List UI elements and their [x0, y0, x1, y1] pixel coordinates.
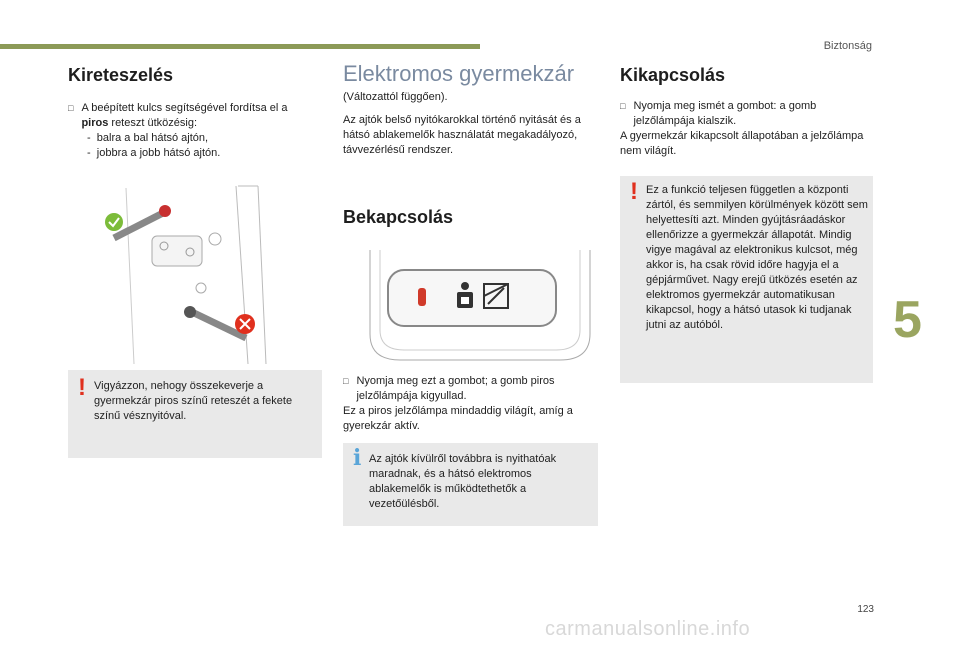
list-item: □ Nyomja meg ezt a gombot; a gomb piros jelzőlámpája kigyullad. — [343, 375, 555, 402]
paragraph: Az ajtók belső nyitókarokkal történő nyitását és a hátsó ablakemelők használatát megakadályozó, távvezérlésű rendszer. — [343, 114, 581, 156]
activation-text — [343, 374, 601, 434]
info-icon: i — [353, 445, 362, 471]
warning-text: Ez a funkció teljesen független a központi zártól, és semmilyen körülmények között sem helyettesíti azt. Minden gyújtásráadáskor ellenőrizze a gyermekzár állapotát. Mindig vigye magával az elektronikus kulcsot, még akkor is, ha csak rövid időre hagyja el a gépjárművet. Nagy erejű ütközés esetén az elektromos gyermekzár automatikusan kikapcsol, hogy a hátsó utasok ki tudjanak jutni az autóból. — [646, 184, 868, 331]
exclamation-icon: ! — [78, 374, 86, 401]
section-name: Biztonság — [823, 40, 872, 52]
child-lock-button-illustration — [368, 248, 592, 368]
check-icon — [105, 213, 123, 231]
warning-box — [620, 176, 873, 383]
warning-text: Vigyázzon, nehogy összekeverje a gyermekzár piros színű reteszét a fekete színű vésznyitóval. — [94, 380, 293, 422]
info-box — [343, 443, 598, 526]
paragraph: (Változattól függően). — [343, 91, 448, 103]
section-title-electric-child-lock: Elektromos gyermekzár — [343, 61, 575, 86]
exclamation-icon: ! — [630, 178, 638, 205]
door-lock-illustration — [68, 178, 322, 364]
section-title-deactivation: Kikapcsolás — [620, 65, 726, 85]
list-item: □ Nyomja meg ismét a gombot: a gomb jelzőlámpája kialszik. — [620, 100, 817, 127]
info-text: Az ajtók kívülről továbbra is nyithatóak maradnak, és a hátsó elektromos ablakemelők is működtethetők a vezetőülésből. — [369, 453, 557, 510]
section-title-activation: Bekapcsolás — [343, 207, 454, 227]
section-title-unlocking: Kireteszelés — [68, 65, 174, 85]
chapter-number: 5 — [893, 291, 922, 349]
bullet-text: A beépített kulcs segítségével fordítsa el a piros reteszt ütközésig: — [81, 102, 288, 129]
bullet-square-icon: □ — [343, 376, 349, 386]
paragraph: Ez a piros jelzőlámpa mindaddig világít, amíg a gyerekzár aktív. — [343, 405, 573, 432]
column-deactivation — [620, 65, 872, 159]
warning-box — [68, 370, 322, 458]
page-number: 123 — [857, 604, 874, 615]
paragraph: A gyermekzár kikapcsolt állapotában a jelzőlámpa nem világít. — [620, 130, 864, 157]
list-item — [68, 101, 318, 131]
dash-item: - jobbra a jobb hátsó ajtón. — [87, 147, 221, 159]
column-unlocking — [68, 65, 318, 161]
bullet-square-icon: □ — [68, 103, 74, 113]
header-accent-bar — [0, 44, 480, 49]
bullet-square-icon: □ — [620, 101, 626, 111]
indicator-light — [418, 288, 426, 306]
dash-item: - balra a bal hátsó ajtón, — [87, 132, 209, 144]
watermark: carmanualsonline.info — [545, 618, 751, 640]
column-electric-child-lock — [343, 61, 601, 227]
